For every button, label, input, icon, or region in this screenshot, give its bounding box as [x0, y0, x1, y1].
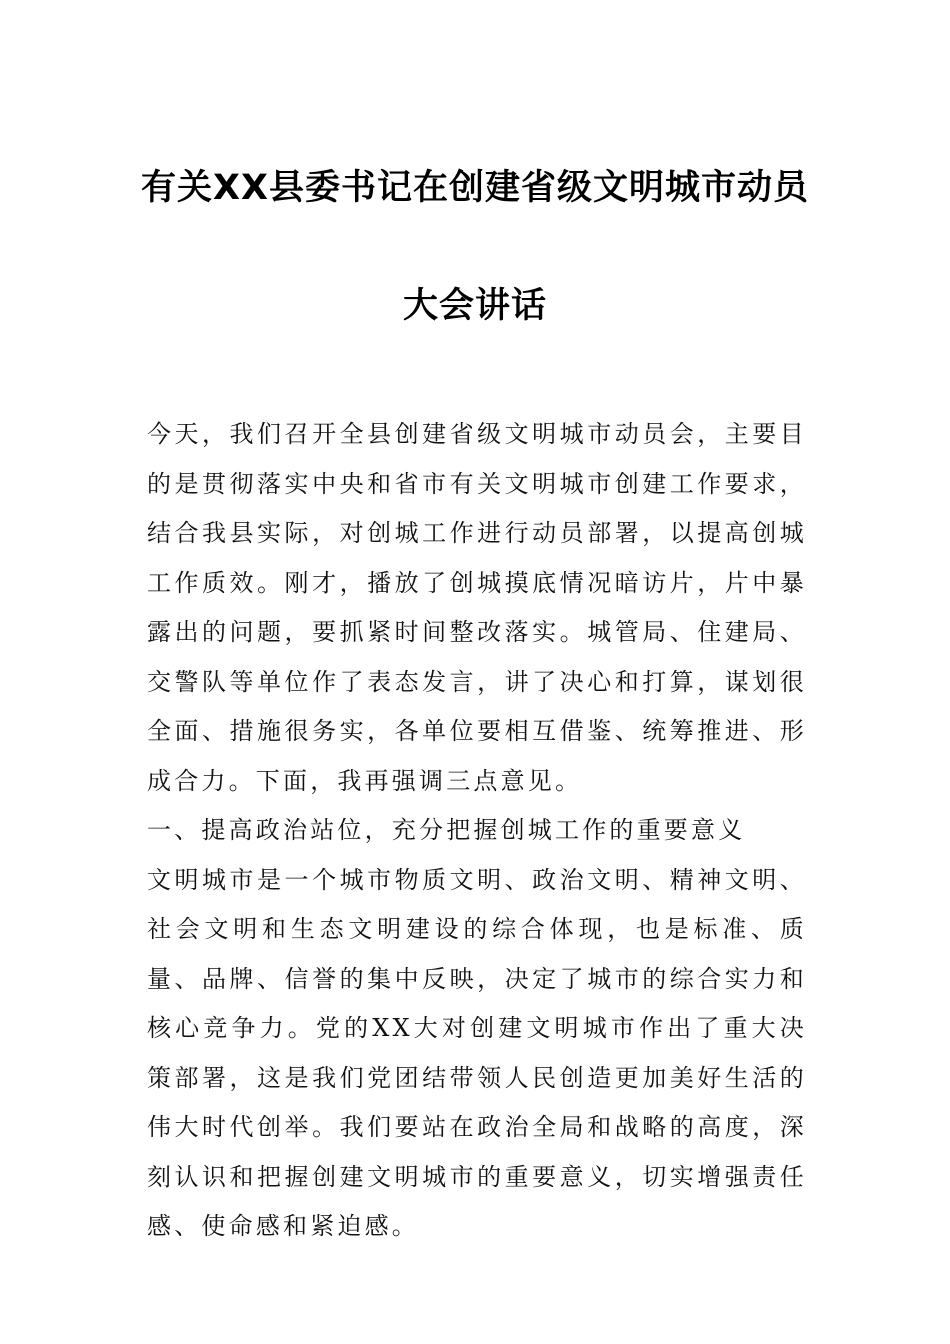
section-1-paragraph: 文明城市是一个城市物质文明、政治文明、精神文明、社会文明和生态文明建设的综合体现，也是标准、质量、品牌、信誉的集中反映，决定了城市的综合实力和核心竞争力。党的XX大对创建文明城市作出了重大决策部署，这是我们党团结带领人民创造更加美好生活的伟大时代创举。我们要站在政治全局和战略的高度，深刻认识和把握创建文明城市的重要意义，切实增强责任感、使命感和紧迫感。	[147, 865, 807, 1240]
document-body	[147, 410, 807, 1252]
section-heading-1: 一、提高政治站位，充分把握创城工作的重要意义	[147, 816, 746, 844]
document-title-line-1: 有关XX县委书记在创建省级文明城市动员	[141, 168, 809, 208]
document-title-line-2: 大会讲话	[402, 286, 547, 326]
intro-paragraph: 今天，我们召开全县创建省级文明城市动员会，主要目的是贯彻落实中央和省市有关文明城市创建工作要求，结合我县实际，对创城工作进行动员部署，以提高创城工作质效。刚才，播放了创城摸底情况暗访片，片中暴露出的问题，要抓紧时间整改落实。城管局、住建局、交警队等单位作了表态发言，讲了决心和打算，谋划很全面、措施很务实，各单位要相互借鉴、统筹推进、形成合力。下面，我再强调三点意见。	[147, 420, 807, 795]
